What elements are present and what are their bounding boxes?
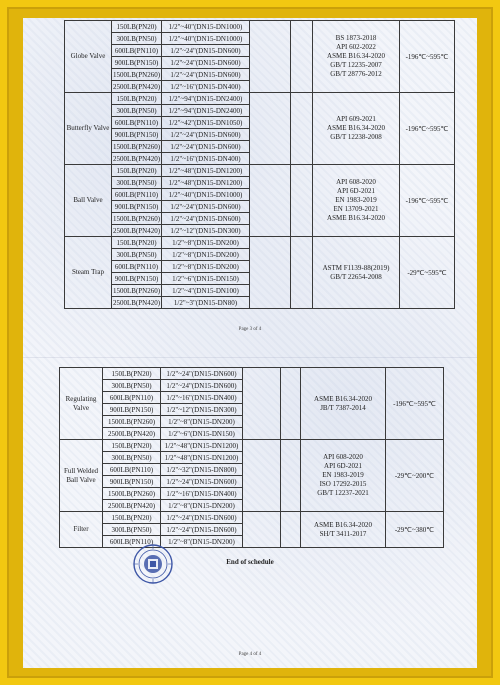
pressure-class-cell: 2500LB(PN420) <box>103 500 161 512</box>
pressure-class-cell: 2500LB(PN420) <box>112 298 161 307</box>
blank-cell <box>291 237 313 309</box>
standard-line: GB/T 22654-2008 <box>330 272 382 281</box>
size-range-cell: 1/2"~24"(DN15-DN600) <box>162 213 250 225</box>
pressure-class-cell: 900LB(PN150) <box>112 57 162 69</box>
size-range-cell: 1/2"~24"(DN15-DN600) <box>162 57 250 69</box>
pressure-class-cell: 900LB(PN150) <box>103 404 161 416</box>
valve-type-cell: Ball Valve <box>65 165 112 237</box>
standards-cell <box>313 237 400 309</box>
valve-type-cell: Butterfly Valve <box>65 93 112 165</box>
standard-line: ASME B16.34-2020 <box>314 394 372 403</box>
pressure-class-cell: 300LB(PN50) <box>112 249 162 261</box>
valve-type-cell: Steam Trap <box>65 237 112 309</box>
blank-cell <box>243 440 281 512</box>
size-range-cell: 1/2"~94"(DN15-DN2400) <box>162 105 250 117</box>
size-range-cell: 1/2"~48"(DN15-DN1200) <box>162 165 250 177</box>
standard-line: API 6D-2021 <box>337 187 375 195</box>
table-row <box>65 237 455 249</box>
blank-cell <box>291 165 313 237</box>
size-range-cell: 1/2"~16"(DN15-DN400) <box>161 488 243 500</box>
standard-line: EN 1983-2019 <box>322 471 364 479</box>
blank-cell <box>250 21 291 93</box>
standard-line: API 608-2020 <box>323 453 363 461</box>
pressure-class-cell: 150LB(PN20) <box>112 237 162 249</box>
size-range-cell: 1/2"~16"(DN15-DN400) <box>162 153 250 165</box>
size-range-cell: 1/2"~48"(DN15-DN1200) <box>162 177 250 189</box>
pressure-class-cell: 150LB(PN20) <box>112 21 162 33</box>
pressure-class-cell: 300LB(PN50) <box>103 524 161 536</box>
pressure-class-cell: 1500LB(PN260) <box>103 416 161 428</box>
valve-type-cell: Filter <box>60 512 103 548</box>
pressure-class-cell: 600LB(PN110) <box>103 536 161 548</box>
certification-seal-icon <box>133 544 173 584</box>
temperature-range-cell: -29℃~595℃ <box>400 237 455 309</box>
standard-line: EN 13709-2021 <box>333 205 379 213</box>
temperature-range-cell: -196℃~595℃ <box>400 21 455 93</box>
pressure-class-cell: 1500LB(PN260) <box>103 488 161 500</box>
size-range-cell: 1/2"~40"(DN15-DN1000) <box>162 189 250 201</box>
pressure-class-cell: 150LB(PN20) <box>112 165 162 177</box>
standard-line: ISO 17292-2015 <box>319 480 367 488</box>
temperature-range-cell: -196℃~595℃ <box>386 368 444 440</box>
table-row <box>65 21 455 33</box>
standard-line: BS 1873-2018 <box>335 34 377 42</box>
standards-cell <box>301 440 386 512</box>
standard-line: EN 1983-2019 <box>335 196 377 204</box>
pressure-class-cell: 300LB(PN50) <box>112 177 162 189</box>
blank-cell <box>243 512 281 548</box>
standard-line: GB/T 12235-2007 <box>330 61 382 69</box>
standard-line: GB/T 12238-2008 <box>330 133 382 141</box>
standard-line: ASME B16.34-2020 <box>314 520 372 529</box>
pressure-class-cell: 1500LB(PN260) <box>112 70 161 79</box>
standard-line: API 609-2021 <box>336 115 376 123</box>
page-number-4: Page 4 of 4 <box>238 652 262 657</box>
page-divider <box>23 357 477 358</box>
pressure-class-cell: 150LB(PN20) <box>103 440 161 452</box>
table-row <box>60 512 444 524</box>
pressure-class-cell: 2500LB(PN420) <box>112 82 161 91</box>
size-range-cell: 1/2"~24"(DN15-DN600) <box>162 129 250 141</box>
pressure-class-cell: 300LB(PN50) <box>103 452 161 464</box>
pressure-class-cell: 2500LB(PN420) <box>112 226 161 235</box>
size-range-cell: 1/2"~24"(DN15-DN600) <box>161 368 243 380</box>
standard-line: API 608-2020 <box>336 178 376 186</box>
pressure-class-cell: 300LB(PN50) <box>112 105 162 117</box>
table-row <box>65 165 455 177</box>
standards-cell <box>301 512 386 548</box>
valve-type-cell: Regulating Valve <box>60 368 103 440</box>
table-row <box>60 440 444 452</box>
pressure-class-cell: 600LB(PN110) <box>103 464 161 476</box>
temperature-range-cell: -29℃~200℃ <box>386 440 444 512</box>
valve-type-cell: Full Welded Ball Valve <box>60 440 103 512</box>
pressure-class-cell: 300LB(PN50) <box>103 380 161 392</box>
pressure-class-cell: 600LB(PN110) <box>112 261 162 273</box>
temperature-range-cell: -196℃~595℃ <box>400 165 455 237</box>
pressure-class-cell: 2500LB(PN420) <box>112 154 161 163</box>
standard-line: ASME B16.34-2020 <box>327 52 385 60</box>
size-range-cell: 1/2"~24"(DN15-DN600) <box>162 69 250 81</box>
pressure-class-cell: 150LB(PN20) <box>112 93 162 105</box>
size-range-cell: 1/2"~8"(DN15-DN200) <box>162 249 250 261</box>
size-range-cell: 1/2"~48"(DN15-DN1200) <box>161 440 243 452</box>
size-range-cell: 1/2"~24"(DN15-DN600) <box>162 201 250 213</box>
standards-cell <box>313 93 400 165</box>
size-range-cell: 1/2"~8"(DN15-DN200) <box>161 536 243 548</box>
blank-cell <box>243 368 281 440</box>
pressure-class-cell: 1500LB(PN260) <box>112 286 161 295</box>
standards-cell <box>313 21 400 93</box>
size-range-cell: 1/2"~8"(DN15-DN200) <box>162 237 250 249</box>
blank-cell <box>281 512 301 548</box>
pressure-class-cell: 600LB(PN110) <box>103 392 161 404</box>
standard-line: SH/T 3411-2017 <box>319 529 367 538</box>
blank-cell <box>291 21 313 93</box>
table-row <box>60 368 444 380</box>
size-range-cell: 1/2"~8"(DN15-DN200) <box>161 416 243 428</box>
page-number-3: Page 3 of 4 <box>238 327 262 332</box>
end-of-schedule: End of schedule <box>226 558 274 566</box>
standard-line: GB/T 28776-2012 <box>330 70 382 78</box>
pressure-class-cell: 900LB(PN150) <box>112 273 162 285</box>
pressure-class-cell: 1500LB(PN260) <box>112 142 161 151</box>
standard-line: GB/T 12237-2021 <box>317 489 369 497</box>
size-range-cell: 1/2"~4"(DN15-DN100) <box>162 285 250 297</box>
size-range-cell: 1/2"~16"(DN15-DN400) <box>162 81 250 93</box>
pressure-class-cell: 150LB(PN20) <box>103 512 161 524</box>
size-range-cell: 1/2"~42"(DN15-DN1050) <box>162 117 250 129</box>
standards-cell <box>301 368 386 440</box>
size-range-cell: 1/2"~12"(DN15-DN300) <box>162 225 250 237</box>
standard-line: ASME B16.34-2020 <box>327 124 385 132</box>
size-range-cell: 1/2"~48"(DN15-DN1200) <box>161 452 243 464</box>
blank-cell <box>250 237 291 309</box>
size-range-cell: 1/2"~24"(DN15-DN600) <box>162 141 250 153</box>
blank-cell <box>250 93 291 165</box>
standard-line: JB/T 7387-2014 <box>320 403 366 412</box>
certificate-page <box>23 18 477 668</box>
table-row <box>65 93 455 105</box>
size-range-cell: 1/2"~24"(DN15-DN600) <box>161 512 243 524</box>
valve-type-cell: Globe Valve <box>65 21 112 93</box>
standard-line: ASTM F1139-88(2019) <box>322 263 390 272</box>
size-range-cell: 1/2"~16"(DN15-DN400) <box>161 392 243 404</box>
blank-cell <box>250 165 291 237</box>
temperature-range-cell: -196℃~595℃ <box>400 93 455 165</box>
size-range-cell: 1/2"~6"(DN15-DN150) <box>162 273 250 285</box>
size-range-cell: 1/2"~40"(DN15-DN1000) <box>162 21 250 33</box>
pressure-class-cell: 600LB(PN110) <box>112 117 162 129</box>
schedule-table-page-4 <box>59 367 444 548</box>
standard-line: ASME B16.34-2020 <box>327 214 385 222</box>
size-range-cell: 1/2"~8"(DN15-DN200) <box>161 500 243 512</box>
size-range-cell: 1/2"~3"(DN15-DN80) <box>162 297 250 309</box>
size-range-cell: 1/2"~40"(DN15-DN1000) <box>162 33 250 45</box>
size-range-cell: 1/2"~12"(DN15-DN300) <box>161 404 243 416</box>
size-range-cell: 1/2"~8"(DN15-DN200) <box>162 261 250 273</box>
pressure-class-cell: 2500LB(PN420) <box>103 428 161 440</box>
pressure-class-cell: 600LB(PN110) <box>112 45 162 57</box>
size-range-cell: 1/2"~24"(DN15-DN600) <box>162 45 250 57</box>
standards-cell <box>313 165 400 237</box>
standard-line: API 602-2022 <box>336 43 376 51</box>
blank-cell <box>291 93 313 165</box>
pressure-class-cell: 600LB(PN110) <box>112 189 162 201</box>
pressure-class-cell: 150LB(PN20) <box>103 368 161 380</box>
pressure-class-cell: 900LB(PN150) <box>103 476 161 488</box>
blank-cell <box>281 440 301 512</box>
pressure-class-cell: 900LB(PN150) <box>112 201 162 213</box>
size-range-cell: 1/2"~94"(DN15-DN2400) <box>162 93 250 105</box>
size-range-cell: 1/2"~24"(DN15-DN600) <box>161 476 243 488</box>
size-range-cell: 1/2"~32"(DN15-DN800) <box>161 464 243 476</box>
size-range-cell: 1/2"~24"(DN15-DN600) <box>161 524 243 536</box>
temperature-range-cell: -29℃~380℃ <box>386 512 444 548</box>
standard-line: API 6D-2021 <box>324 462 362 470</box>
size-range-cell: 1/2"~24"(DN15-DN600) <box>161 380 243 392</box>
blank-cell <box>281 368 301 440</box>
pressure-class-cell: 900LB(PN150) <box>112 129 162 141</box>
pressure-class-cell: 300LB(PN50) <box>112 33 162 45</box>
pressure-class-cell: 1500LB(PN260) <box>112 214 161 223</box>
schedule-table-page-3 <box>64 20 455 309</box>
size-range-cell: 1/2"~6"(DN15-DN150) <box>161 428 243 440</box>
